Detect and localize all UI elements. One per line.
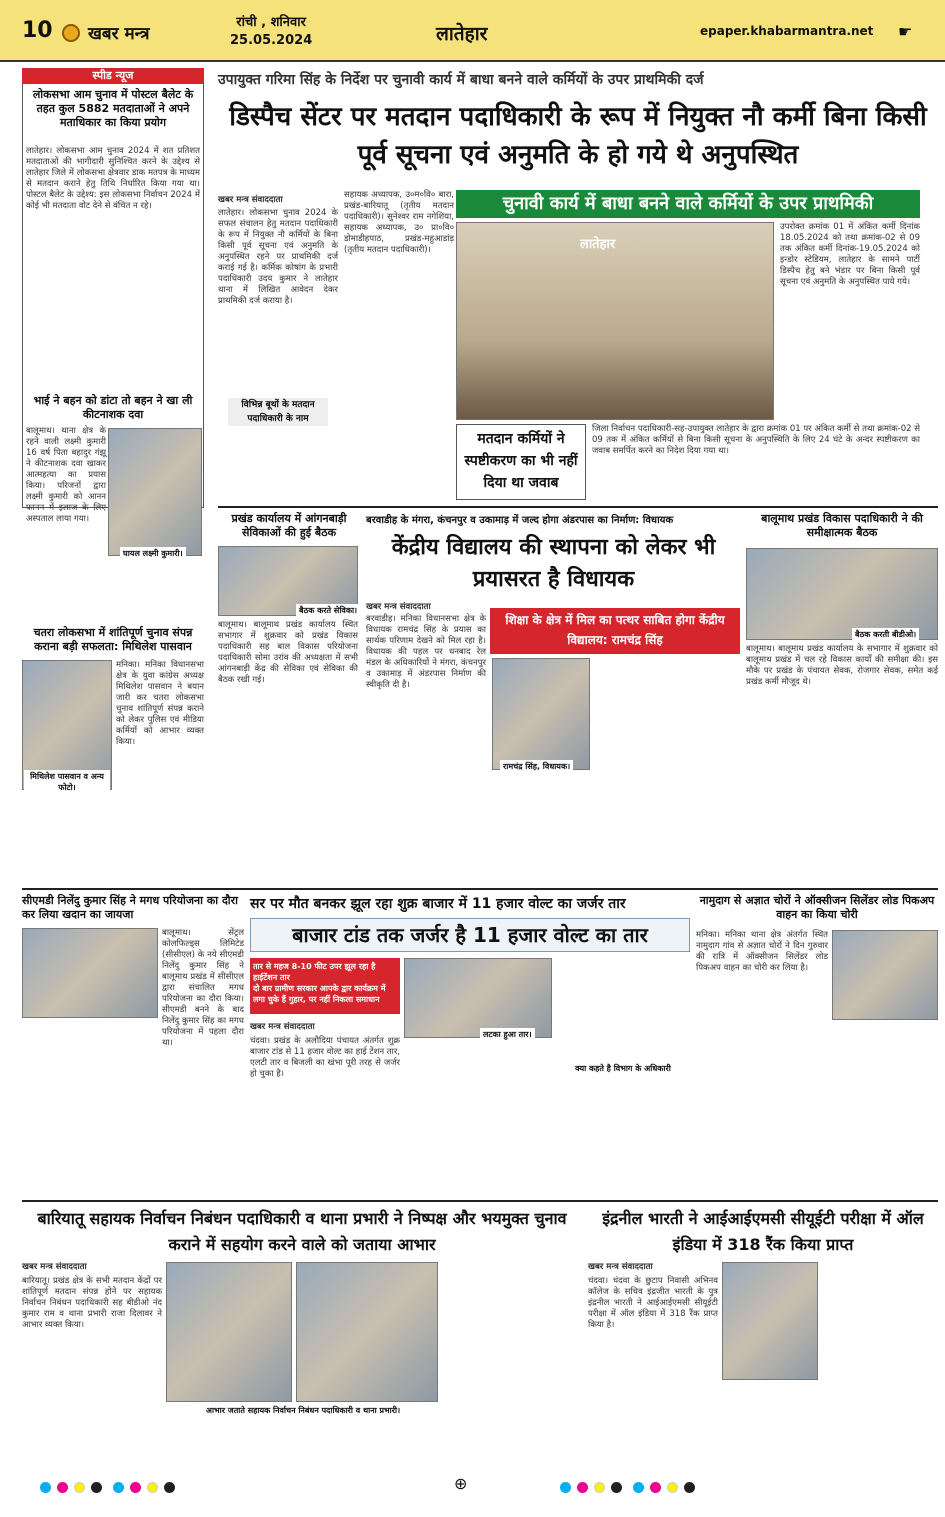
brand-name: खबर मन्त्र [88, 24, 150, 44]
bariyatu-body-2 [166, 1418, 438, 1468]
brand-logo-icon [62, 24, 80, 42]
photo-caption: घायल लक्ष्मी कुमारी। [120, 547, 186, 560]
color-dot [667, 1482, 678, 1493]
bdo-photo [746, 548, 938, 640]
color-dot [130, 1482, 141, 1493]
color-dot [147, 1482, 158, 1493]
color-dot [560, 1482, 571, 1493]
wire-body-3 [556, 958, 690, 1058]
crosshair-icon: ⊕ [454, 1474, 468, 1493]
color-dot [633, 1482, 644, 1493]
divider [218, 506, 938, 508]
iimc-byline: खबर मन्त्र संवाददाता [588, 1262, 653, 1272]
lead-body-left: लातेहार। लोकसभा चुनाव 2024 के सफल संचालन हेतु मतदान पदाधिकारी के रूप में नियुक्त नौ कर्मियों के बिना किसी पूर्व सूचना एवं अनुमति के अनुपस्थित रहने पर प्राथमिकी दर्ज कराई गई है। कर्मिक कोषांग के प्रभारी पदाधिकारी उदय कुमार ने लातेहार थाना में लिखित आवेदन देकर प्राथमिकी दर्ज कराया है। [218, 208, 338, 306]
police-officer-photo [296, 1262, 438, 1402]
color-dot [650, 1482, 661, 1493]
speed-news-label: स्पीड न्यूज [22, 68, 204, 84]
color-dot [91, 1482, 102, 1493]
wire-bullets [250, 958, 400, 1014]
color-dot [40, 1482, 51, 1493]
kv-quote: शिक्षा के क्षेत्र में मिल का पत्थर साबित होगा केंद्रीय विद्यालय: रामचंद्र सिंह [490, 608, 740, 654]
photo-label: लातेहार [580, 237, 616, 252]
lead-body-right: उपरोक्त क्रमांक 01 में अंकित कर्मी दिनांक 18.05.2024 को तथा क्रमांक-02 से 09 तक अंकित कर्मी दिनांक-19.05.2024 को इन्डोर स्टेडियम, लातेहार के सामने पार्टी डिस्पैच हेतु बने भंडार पर बिना किसी पूर्व सूचना एवं अनुमति के अनुपस्थित पाये गये। [780, 222, 920, 287]
speed-news-body-1: लातेहार। लोकसभा आम चुनाव 2024 में शत प्रतिशत मतदाताओं की भागीदारी सुनिश्चित करने के उद्देश्य से लातेहार जिले में लोकसभा क्षेत्रवार डाक मतपत्र के माध्यम से मतदान कराने हेतु तिथि निर्धारित किया गया था। पोस्टल बैलेट के उद्देश्य: इस लोकसभा निर्वाचन 2024 में कोई भी मतदाता वोट देने से वंचित न रहे। [26, 146, 200, 211]
photo-caption: रामचंद्र सिंह, विधायक। [500, 760, 573, 773]
lead-headline: डिस्पैच सेंटर पर मतदान पदाधिकारी के रूप में नियुक्त नौ कर्मी बिना किसी पूर्व सूचना एवं अनुमति के हो गये थे अनुपस्थित [229, 102, 927, 170]
ccl-photo [22, 928, 158, 1018]
wire-byline: खबर मन्त्र संवाददाता [250, 1022, 315, 1032]
speed-news-headline-2: भाई ने बहन को डांटा तो बहन ने खा ली कीटनाशक दवा [33, 394, 193, 421]
ccl-headline: सीएमडी निलेंदु कुमार सिंह ने मगध परियोजना का दौरा कर लिया खदान का जायजा [22, 894, 238, 921]
iimc-headline: इंद्रनील भारती ने आईआईएमसी सीयूईटी परीक्षा में ऑल इंडिया में 318 रैंक किया प्राप्त [602, 1209, 924, 1254]
injured-girl-photo [108, 428, 202, 556]
lead-body-mid: सहायक अध्यापक, उ०म०वि० बारा, प्रखंड-बारियातू (तृतीय मतदान पदाधिकारी)। सुनेश्वर राम नगेशिया, सहायक अध्यापक, उ० प्रा०वि० डोमाडीहपाठ, प्रखंड-महुआडांड़ (तृतीय मतदान पदाधिकारी)। [344, 190, 454, 255]
color-dot [57, 1482, 68, 1493]
color-dot [164, 1482, 175, 1493]
kv-body-1: बरवाडीह। मनिका विधानसभा क्षेत्र के विधायक रामचंद्र सिंह के प्रयास का सार्थक परिणाम देखने को मिल रहा है। विधायक की पहल पर धनबाद रेल मंडल के अधिकारियों ने मंगरा, कंचनपुर व उकामाड़ में अंडरपास निर्माण की स्वीकृति दी है। [366, 614, 486, 690]
speed-news-body-3: मनिका। मनिका विधानसभा क्षेत्र के युवा कांग्रेस अध्यक्ष मिथिलेश पासवान ने बयान जारी कर चतरा लोकसभा चुनाव शांतिपूर्ण संपन्न कराने को लेकर पुलिस एवं मीडिया कर्मियों को आभार व्यक्त किया। [116, 660, 204, 747]
section-title: लातेहार [436, 23, 488, 45]
color-dot [611, 1482, 622, 1493]
bdo-body: बालूमाथ। बालूमाथ प्रखंड कार्यालय के सभागार में शुक्रवार को बालूमाथ प्रखंड में चल रहे विकास कार्यों की समीक्षा की। इस मौके पर प्रखंड के पंचायत सेवक, रोजगार सेवक, समेत कई प्रखंड कर्मी मौजूद थे। [746, 644, 938, 687]
photo-caption: मिथिलेश पासवान व अन्य फोटो। [24, 770, 110, 794]
wire-bullet-1: तार से महज 8-10 फीट उपर झूल रहा है हाईटेंशन तार [253, 962, 376, 982]
photo-caption: बैठक करती बीडीओ। [852, 628, 919, 641]
kv-byline: खबर मन्त्र संवाददाता [366, 602, 431, 612]
registration-marks-right [560, 1478, 701, 1497]
theft-body-2 [696, 1050, 938, 1196]
highlight-box-body: जिला निर्वाचन पदाधिकारी-सह-उपायुक्त लातेहार के द्वारा क्रमांक 01 पर अंकित कर्मी से तथा क्रमांक-02 से 09 तक में अंकित कर्मियों से बिना किसी सूचना के अनुपस्थिति के लिए 24 घंटे के अन्दर स्पष्टीकरण का जवाब समर्पित करने का निदेश दिया गया था। [592, 424, 920, 456]
ccl-body-2 [22, 1020, 244, 1196]
pointer-icon: ☛ [898, 22, 913, 41]
lead-byline: खबर मन्त्र संवाददाता [218, 195, 283, 205]
bdo-headline: बालूमाथ प्रखंड विकास पदाधिकारी ने की समीक्षात्मक बैठक [761, 512, 923, 539]
lead-kicker: उपायुक्त गरिमा सिंह के निर्देश पर चुनावी कार्य में बाधा बनने वाले कर्मियों के उपर प्राथमिकी दर्ज [218, 72, 704, 88]
speed-news-headline-3: चतरा लोकसभा में शांतिपूर्ण चुनाव संपन्न कराना बड़ी सफलता: मिथिलेश पासवान [33, 626, 193, 653]
pickup-photo [832, 930, 938, 1020]
wire-headline: बाजार टांड तक जर्जर है 11 हजार वोल्ट का तार [250, 918, 690, 952]
registration-marks-left [40, 1478, 181, 1497]
wire-body-4 [556, 1078, 690, 1196]
color-dot [684, 1482, 695, 1493]
wire-kicker: सर पर मौत बनकर झूल रहा शुक्र बाजार में 11 हजार वोल्ट का जर्जर तार [250, 896, 626, 912]
lead-banner: चुनावी कार्य में बाधा बनने वाले कर्मियों के उपर प्राथमिकी [456, 190, 920, 218]
wire-subhead: क्या कहते है विभाग के अधिकारी [575, 1064, 671, 1073]
bariyatu-byline: खबर मन्त्र संवाददाता [22, 1262, 87, 1272]
highlight-box-text: मतदान कर्मियों ने स्पष्टीकरण का भी नहीं दिया था जवाब [464, 431, 578, 491]
divider [22, 888, 938, 890]
wire-body-1: चंदवा। प्रखंड के अलौदिया पंचायत अंतर्गत शुक्र बाजार टांड से 11 हजार वोल्ट का हाई टेंशन तार, एलटी तार व बिजली का खंभा पूरी तरह से जर्जर हो चुका है। [250, 1036, 400, 1079]
photo-caption: बैठक करते सेविका। [296, 604, 360, 617]
bariyatu-body: बारियातू। प्रखंड क्षेत्र के सभी मतदान केंद्रों पर शांतिपूर्ण मतदान संपन्न होने पर सहायक निर्वाचन निबंधन पदाधिकारी सह बीडीओ नंद कुमार राम व थाना प्रभारी राजा दिलावर ने आभार व्यक्त किया। [22, 1276, 162, 1330]
iimc-body-2 [722, 1384, 818, 1468]
divider [22, 1200, 938, 1202]
bdo-portrait-photo [166, 1262, 292, 1402]
wire-bullet-2: दो बार ग्रामीण सरकार आपके द्वार कार्यक्रम में लगा चुके हैं गुहार, पर नहीं निकला समाधान [253, 984, 386, 1004]
lead-subhead: विभिन्न बूथों के मतदान पदाधिकारी के नाम [228, 398, 328, 426]
speed-news-headline-1: लोकसभा आम चुनाव में पोस्टल बैलेट के तहत कुल 5882 मतदाताओं ने अपने मताधिकार का किया प्रयोग [32, 88, 194, 129]
indranil-photo [722, 1262, 818, 1380]
bariyatu-headline: बारियातू सहायक निर्वाचन निबंधन पदाधिकारी व थाना प्रभारी ने निष्पक्ष और भयमुक्त चुनाव कराने में सहयोग करने वाले को जताया आभार [37, 1209, 567, 1254]
color-dot [594, 1482, 605, 1493]
iimc-body: चंदवा। चंदवा के छुटाप निवासी अभिनव कॉलेज के सचिव इंद्रजीत भारती के पुत्र इंद्रनील भारती ने आईआईएमसी सीयूईटी परीक्षा में ऑल इंडिया में 318 रैंक प्राप्त किया है। [588, 1276, 718, 1330]
kv-body-2 [596, 658, 741, 884]
anganbadi-headline: प्रखंड कार्यालय में आंगनबाड़ी सेविकाओं की हुई बैठक [231, 512, 347, 539]
mla-photo [492, 658, 590, 770]
kv-headline: केंद्रीय विद्यालय की स्थापना को लेकर भी प्रयासरत है विधायक [391, 535, 716, 592]
speed-news-body-2b [22, 566, 204, 626]
color-dot [74, 1482, 85, 1493]
iimc-body-3 [822, 1262, 938, 1468]
place-day: रांची , शनिवार [236, 15, 306, 30]
wire-body-2 [404, 1040, 552, 1196]
color-dot [113, 1482, 124, 1493]
lead-body-left-2 [218, 428, 338, 500]
kv-kicker: बरवाडीह के मंगरा, कंचनपुर व उकामाड़ में जल्द होगा अंडरपास का निर्माण: विधायक [366, 515, 674, 526]
photo-caption: आभार जताते सहायक निर्वाचन निबंधन पदाधिकारी व थाना प्रभारी। [170, 1404, 436, 1417]
anganbadi-body: बालूमाथ। बालूमाथ प्रखंड कार्यालय स्थित सभागार में शुक्रवार को प्रखंड विकास पदाधिकारी सह बाल विकास परियोजना पदाधिकारी सोमा उरांव की अध्यक्षता में सभी आंगनबाड़ी केंद्र की सेविका एवं सेविका की बैठक रखी गई। [218, 620, 358, 685]
ccl-body: बालूमाथ। सेंट्रल कोलफिल्ड्स लिमिटेड (सीसीएल) के नये सीएमडी निलेंदु कुमार सिंह ने बालूमाथ प्रखंड में सीसीएल द्वारा संचालित मगध परियोजना का दौरा किया। सीएमडी बनने के बाद निलेंदु कुमार सिंह का मगध परियोजना में पहला दौरा था। [162, 928, 244, 1048]
page-number: 10 [22, 18, 53, 43]
theft-headline: नामुदाग से अज्ञात चोरों ने ऑक्सीजन सिलेंडर लोड पिकअप वाहन का किया चोरी [699, 894, 935, 921]
color-dot [577, 1482, 588, 1493]
issue-date: 25.05.2024 [230, 33, 313, 48]
epaper-link[interactable]: epaper.khabarmantra.net [700, 24, 874, 38]
speed-news-body-2: बालूमाथ। थाना क्षेत्र के रहने वाली लक्ष्मी कुमारी 16 वर्ष पिता बहादुर गंझू ने कीटनाशक दवा खाकर आत्महत्या का प्रयास किया। परिजनों द्वारा लक्ष्मी कुमारी को आनन फानन में इलाज के लिए अस्पताल लाया गया। [26, 426, 106, 524]
bariyatu-body-3 [442, 1262, 582, 1468]
theft-body: मनिका। मनिका थाना क्षेत्र अंतर्गत स्थित नामुदाग गांव से अज्ञात चोरों ने दिन गुरुवार की रात्रि में ऑक्सीजन सिलेंडर लोड पिकअप वाहन का चोरी कर लिया है। [696, 930, 828, 973]
wire-photo [404, 958, 552, 1038]
header-date [230, 14, 312, 50]
photo-caption: लटका हुआ तार। [480, 1028, 535, 1041]
